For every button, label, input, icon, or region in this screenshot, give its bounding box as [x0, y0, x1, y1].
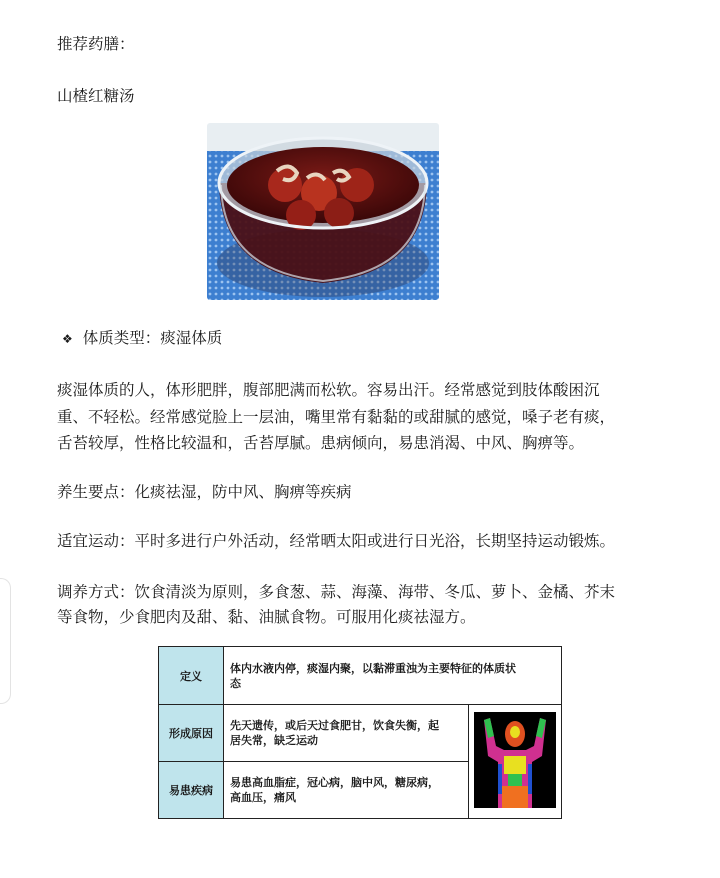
side-edge-handle[interactable]	[0, 578, 11, 704]
row-label: 易患疾病	[159, 762, 224, 819]
thermal-body-image	[474, 712, 556, 808]
bullet-icon: ❖	[62, 332, 73, 346]
row-label: 形成原因	[159, 705, 224, 762]
constitution-type	[62, 325, 222, 352]
row-value-line: 体内水液内停，痰湿内聚，以黏滞重浊为主要特征的体质状	[230, 661, 516, 675]
description-line: 重、不轻松。经常感觉脸上一层油，嘴里常有黏黏的或甜腻的感觉，嗓子老有痰，	[57, 408, 616, 426]
constitution-text: 体质类型：痰湿体质	[82, 329, 223, 347]
health-key-point: 养生要点：化痰祛湿，防中风、胸痹等疾病	[57, 483, 352, 501]
description-line: 舌苔较厚，性格比较温和，舌苔厚腻。患病倾向，易患消渴、中风、胸痹等。	[57, 434, 585, 452]
exercise-advice: 适宜运动：平时多进行户外活动，经常晒太阳或进行日光浴，长期坚持运动锻炼。	[57, 532, 616, 550]
constitution-table	[158, 646, 562, 819]
row-value-line: 态	[230, 676, 241, 690]
row-value	[224, 705, 469, 762]
regimen-line: 等食物，少食肥肉及甜、黏、油腻食物。可服用化痰祛湿方。	[57, 608, 476, 626]
recipe-photo	[207, 123, 439, 300]
row-value	[224, 762, 469, 819]
thermal-image-cell	[469, 705, 562, 819]
recipe-name: 山楂红糖汤	[57, 87, 135, 105]
row-value-line: 易患高血脂症，冠心病，脑中风，糖尿病，	[230, 776, 439, 789]
table-row	[159, 647, 562, 705]
row-value-line: 高血压，痛风	[230, 791, 296, 804]
section-heading: 推荐药膳：	[57, 35, 135, 53]
row-label: 定义	[159, 647, 224, 705]
description-line: 痰湿体质的人，体形肥胖，腹部肥满而松软。容易出汗。经常感觉到肢体酸困沉	[57, 381, 600, 399]
table-row	[159, 705, 562, 762]
regimen-line: 调养方式：饮食清淡为原则，多食葱、蒜、海藻、海带、冬瓜、萝卜、金橘、芥末	[57, 583, 616, 601]
row-value-line: 先天遗传，或后天过食肥甘，饮食失衡，起	[230, 719, 439, 732]
row-value	[224, 647, 562, 705]
row-value-line: 居失常，缺乏运动	[230, 734, 318, 747]
